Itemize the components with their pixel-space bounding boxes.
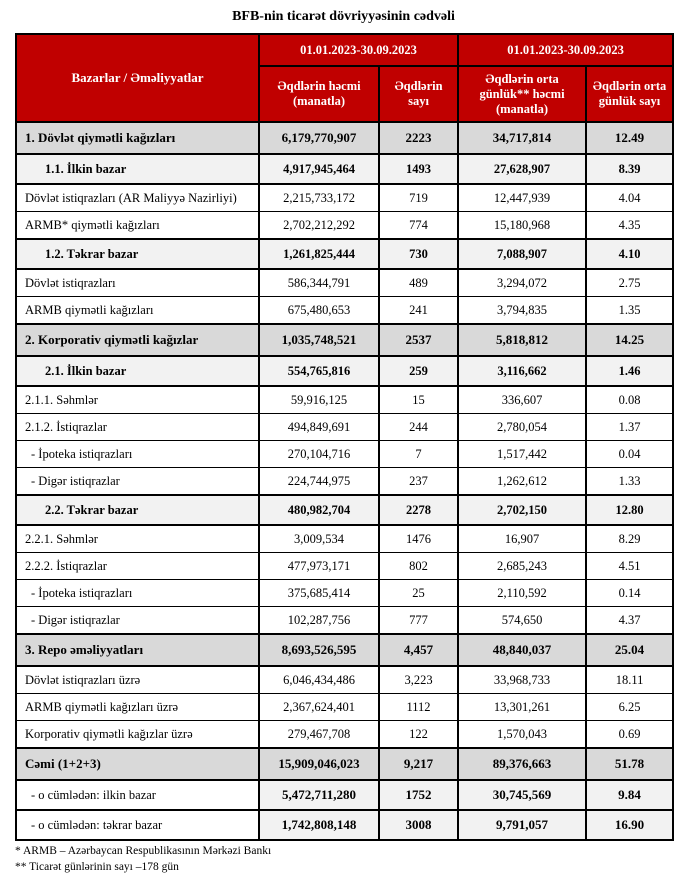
row-value: 6.25 [586,694,673,721]
row-value: 774 [379,212,458,240]
row-value: 259 [379,356,458,386]
row-value: 224,744,975 [259,468,379,496]
row-value: 13,301,261 [458,694,586,721]
row-value: 1,570,043 [458,721,586,749]
row-value: 1,035,748,521 [259,324,379,356]
footnotes [15,844,687,875]
row-label: - o cümlədən: təkrar bazar [16,810,259,840]
table-row [16,495,673,525]
period-header-row [16,34,673,66]
row-value: 25 [379,580,458,607]
table-body [16,122,673,840]
row-value: 1,742,808,148 [259,810,379,840]
row-value: 15 [379,386,458,414]
table-row [16,694,673,721]
row-value: 1493 [379,154,458,184]
row-label: 2.2.2. İstiqrazlar [16,553,259,580]
row-value: 4.10 [586,239,673,269]
row-value: 12,447,939 [458,184,586,212]
row-label: 2.2.1. Səhmlər [16,525,259,553]
column-header-volume: Əqdlərin həcmi (manatla) [259,66,379,122]
row-value: 802 [379,553,458,580]
table-row [16,441,673,468]
row-value: 494,849,691 [259,414,379,441]
row-value: 2,685,243 [458,553,586,580]
table-row [16,269,673,297]
row-value: 2223 [379,122,458,154]
footnote-armb: * ARMB – Azərbaycan Respublikasının Mərkəzi Bankı [15,845,272,857]
row-value: 30,745,569 [458,780,586,810]
row-value: 489 [379,269,458,297]
table-row [16,386,673,414]
row-value: 1,517,442 [458,441,586,468]
row-value: 1476 [379,525,458,553]
column-header-avg-count: Əqdlərin orta günlük sayı [586,66,673,122]
table-row [16,154,673,184]
row-value: 7,088,907 [458,239,586,269]
row-value: 270,104,716 [259,441,379,468]
row-value: 3,116,662 [458,356,586,386]
row-value: 1.37 [586,414,673,441]
table-row [16,356,673,386]
row-value: 16.90 [586,810,673,840]
row-label: 1.1. İlkin bazar [16,154,259,184]
row-label: 2.2. Təkrar bazar [16,495,259,525]
row-label: 2. Korporativ qiymətli kağızlar [16,324,259,356]
row-value: 241 [379,297,458,325]
column-header-avg-volume: Əqdlərin orta günlük** həcmi (manatla) [458,66,586,122]
row-value: 12.49 [586,122,673,154]
table-row [16,324,673,356]
row-label: 1. Dövlət qiymətli kağızları [16,122,259,154]
table-row [16,184,673,212]
corner-header: Bazarlar / Əməliyyatlar [16,34,259,122]
table-row [16,414,673,441]
row-value: 102,287,756 [259,607,379,635]
row-value: 0.08 [586,386,673,414]
row-value: 777 [379,607,458,635]
row-value: 8.39 [586,154,673,184]
row-value: 59,916,125 [259,386,379,414]
row-value: 336,607 [458,386,586,414]
row-label: Dövlət istiqrazları [16,269,259,297]
row-value: 5,472,711,280 [259,780,379,810]
row-label: Dövlət istiqrazları (AR Maliyyə Nazirliyi) [16,184,259,212]
row-value: 9,217 [379,748,458,780]
row-value: 375,685,414 [259,580,379,607]
turnover-table [15,33,674,841]
row-value: 1.35 [586,297,673,325]
row-value: 3,009,534 [259,525,379,553]
row-value: 730 [379,239,458,269]
row-value: 3008 [379,810,458,840]
row-label: Cəmi (1+2+3) [16,748,259,780]
period-header-right: 01.01.2023-30.09.2023 [458,34,673,66]
row-label: - İpoteka istiqrazları [16,580,259,607]
table-row [16,580,673,607]
row-value: 8.29 [586,525,673,553]
row-label: - Digər istiqrazlar [16,468,259,496]
row-value: 9,791,057 [458,810,586,840]
row-value: 6,179,770,907 [259,122,379,154]
table-row [16,748,673,780]
row-value: 0.69 [586,721,673,749]
row-value: 3,294,072 [458,269,586,297]
row-value: 3,794,835 [458,297,586,325]
page-title: BFB-nin ticarət dövriyyəsinin cədvəli [232,9,455,24]
row-value: 2,702,150 [458,495,586,525]
row-value: 554,765,816 [259,356,379,386]
row-value: 2278 [379,495,458,525]
row-value: 9.84 [586,780,673,810]
table-row [16,239,673,269]
table-row [16,607,673,635]
row-value: 1.33 [586,468,673,496]
footnote-trading-days: ** Ticarət günlərinin sayı –178 gün [15,860,179,873]
row-value: 2,215,733,172 [259,184,379,212]
row-value: 2,780,054 [458,414,586,441]
row-value: 586,344,791 [259,269,379,297]
row-label: - İpoteka istiqrazları [16,441,259,468]
table-row [16,122,673,154]
row-value: 0.14 [586,580,673,607]
row-value: 574,650 [458,607,586,635]
row-label: Korporativ qiymətli kağızlar üzrə [16,721,259,749]
row-value: 122 [379,721,458,749]
row-value: 25.04 [586,634,673,666]
row-value: 0.04 [586,441,673,468]
row-value: 51.78 [586,748,673,780]
row-label: 2.1. İlkin bazar [16,356,259,386]
row-value: 4.04 [586,184,673,212]
row-value: 1112 [379,694,458,721]
column-header-count: Əqdlərin sayı [379,66,458,122]
row-value: 2,367,624,401 [259,694,379,721]
row-value: 719 [379,184,458,212]
table-row [16,553,673,580]
table-row [16,468,673,496]
row-value: 4.37 [586,607,673,635]
row-value: 4,917,945,464 [259,154,379,184]
row-label: 2.1.1. Səhmlər [16,386,259,414]
period-header-left: 01.01.2023-30.09.2023 [259,34,458,66]
row-label: - Digər istiqrazlar [16,607,259,635]
row-value: 477,973,171 [259,553,379,580]
row-value: 4.35 [586,212,673,240]
row-value: 27,628,907 [458,154,586,184]
table-row [16,780,673,810]
table-row [16,810,673,840]
row-value: 4.51 [586,553,673,580]
row-value: 8,693,526,595 [259,634,379,666]
row-value: 1,261,825,444 [259,239,379,269]
row-label: Dövlət istiqrazları üzrə [16,666,259,694]
row-value: 1752 [379,780,458,810]
row-value: 34,717,814 [458,122,586,154]
table-row [16,634,673,666]
row-value: 89,376,663 [458,748,586,780]
row-value: 15,180,968 [458,212,586,240]
table-row [16,666,673,694]
row-value: 237 [379,468,458,496]
row-label: 3. Repo əməliyyatları [16,634,259,666]
row-value: 7 [379,441,458,468]
row-value: 48,840,037 [458,634,586,666]
row-label: - o cümlədən: ilkin bazar [16,780,259,810]
row-value: 480,982,704 [259,495,379,525]
table-row [16,721,673,749]
row-label: 1.2. Təkrar bazar [16,239,259,269]
row-value: 675,480,653 [259,297,379,325]
row-value: 244 [379,414,458,441]
row-value: 1,262,612 [458,468,586,496]
row-value: 15,909,046,023 [259,748,379,780]
table-row [16,297,673,325]
row-value: 2,702,212,292 [259,212,379,240]
row-value: 16,907 [458,525,586,553]
table-row [16,212,673,240]
row-label: 2.1.2. İstiqrazlar [16,414,259,441]
row-value: 4,457 [379,634,458,666]
row-value: 14.25 [586,324,673,356]
row-value: 33,968,733 [458,666,586,694]
row-label: ARMB qiymətli kağızları [16,297,259,325]
row-value: 18.11 [586,666,673,694]
row-value: 5,818,812 [458,324,586,356]
row-value: 1.46 [586,356,673,386]
row-value: 2,110,592 [458,580,586,607]
row-value: 3,223 [379,666,458,694]
row-value: 2537 [379,324,458,356]
row-label: ARMB* qiymətli kağızları [16,212,259,240]
table-row [16,525,673,553]
row-value: 279,467,708 [259,721,379,749]
row-label: ARMB qiymətli kağızları üzrə [16,694,259,721]
row-value: 2.75 [586,269,673,297]
row-value: 12.80 [586,495,673,525]
row-value: 6,046,434,486 [259,666,379,694]
